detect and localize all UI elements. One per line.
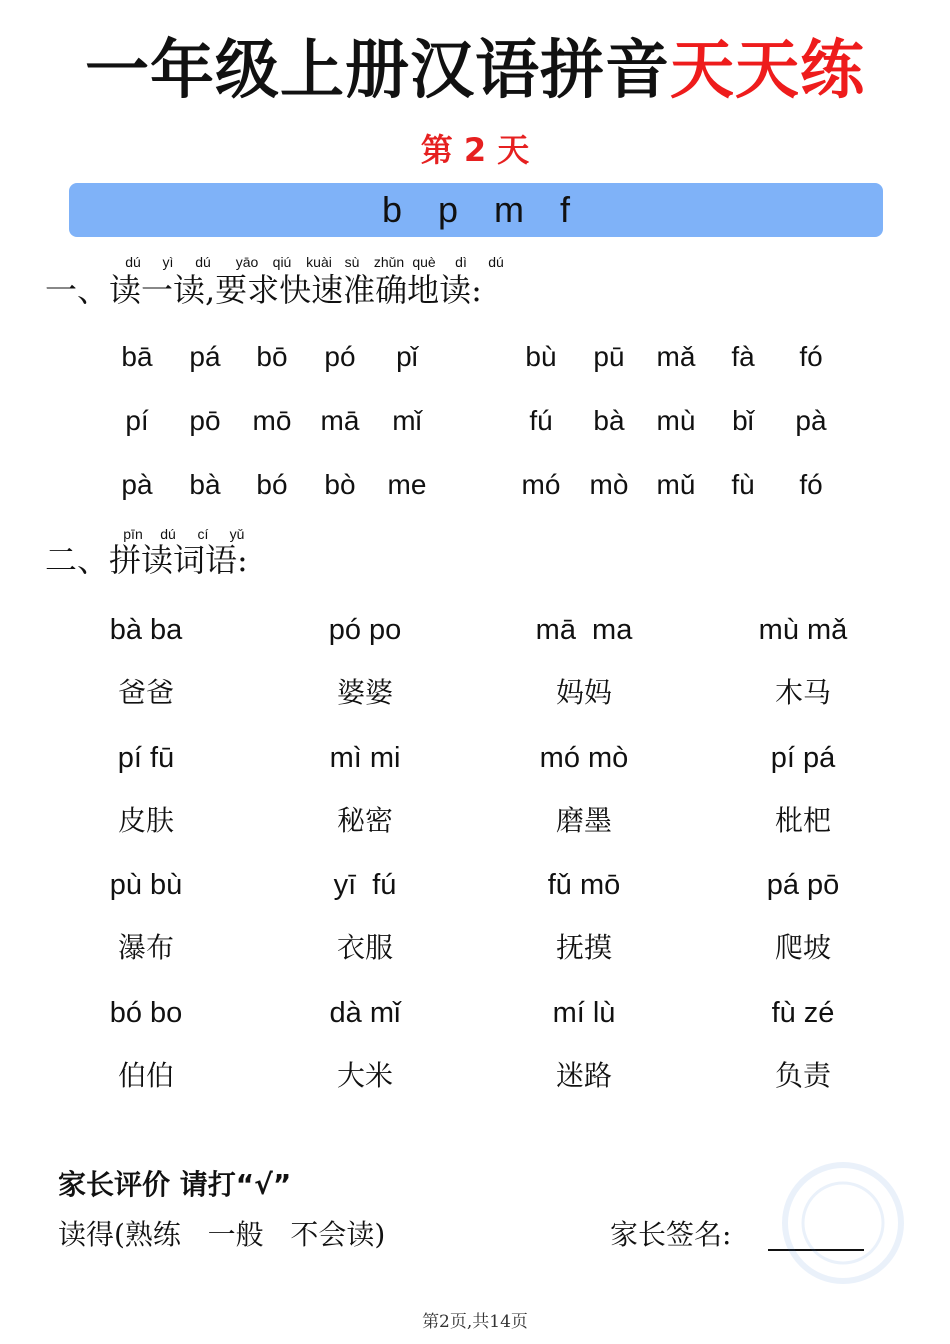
- syllable: pó: [324, 341, 356, 372]
- word-pinyin: fù zé: [771, 996, 835, 1029]
- pinyin-annotation: dú: [488, 254, 504, 270]
- syllable: mā: [320, 405, 360, 436]
- syllable: pà: [795, 405, 827, 436]
- syllable: mò: [589, 469, 629, 500]
- word-hanzi: 负责: [774, 1058, 831, 1092]
- syllable: bó: [256, 469, 288, 500]
- syllable: fù: [731, 469, 755, 500]
- pinyin-annotation: dì: [455, 254, 467, 270]
- word-pinyin: mì mi: [329, 741, 401, 774]
- syllable: bō: [256, 341, 288, 372]
- syllable: pū: [593, 341, 625, 372]
- word-pinyin: mí lù: [552, 996, 616, 1029]
- pinyin-annotation: dú: [195, 254, 211, 270]
- syllable: pí: [125, 405, 149, 436]
- word-hanzi: 妈妈: [555, 676, 612, 709]
- word-hanzi: 迷路: [555, 1058, 612, 1092]
- word-hanzi: 磨墨: [555, 803, 612, 837]
- syllable: pá: [189, 341, 221, 372]
- word-hanzi: 木马: [774, 676, 831, 709]
- section1-pinyin-annotation: [0, 254, 950, 270]
- pinyin-annotation: yāo: [235, 254, 259, 270]
- word-hanzi: 婆婆: [336, 676, 393, 709]
- syllable: bò: [324, 469, 356, 500]
- syllable: mǎ: [656, 341, 696, 372]
- word-pinyin: dà mǐ: [329, 996, 401, 1029]
- syllable: bà: [189, 469, 221, 500]
- syllable: mō: [252, 405, 292, 436]
- syllable: pà: [121, 469, 153, 500]
- word-pinyin: yī fú: [333, 869, 397, 901]
- pinyin-annotation: sù: [344, 254, 360, 270]
- syllable: fú: [529, 405, 553, 436]
- pinyin-annotation: qiú: [272, 254, 292, 270]
- word-hanzi: 衣服: [336, 931, 393, 964]
- word-pinyin: mù mǎ: [758, 614, 848, 646]
- section2-title: 二、拼读词语:: [45, 541, 248, 579]
- word-hanzi: 瀑布: [117, 931, 174, 964]
- syllable: bā: [121, 341, 153, 372]
- section1-title: 一、读一读,要求快速准确地读:: [45, 271, 482, 309]
- syllable: me: [387, 469, 427, 500]
- pinyin-annotation: zhǔn: [373, 254, 405, 270]
- syllable: fà: [731, 341, 755, 372]
- title-main: 一年级上册汉语拼音: [85, 34, 670, 108]
- word-pinyin: mā ma: [535, 614, 633, 646]
- pinyin-annotation: què: [412, 254, 436, 270]
- syllable: pǐ: [396, 341, 418, 372]
- pinyin-annotation: yǔ: [229, 526, 245, 542]
- word-hanzi: 爸爸: [117, 676, 174, 709]
- syllable: bà: [593, 405, 625, 436]
- word-pinyin: bó bo: [109, 996, 183, 1029]
- pinyin-annotation: cí: [197, 526, 209, 542]
- syllable: pō: [189, 405, 221, 436]
- syllable: mǔ: [656, 469, 696, 500]
- word-hanzi: 枇杷: [774, 803, 831, 837]
- pinyin-annotation: dú: [160, 526, 176, 542]
- worksheet-title: [0, 26, 950, 116]
- word-hanzi: 爬坡: [774, 931, 831, 964]
- word-hanzi: 皮肤: [117, 803, 174, 837]
- syllable: fó: [799, 469, 823, 500]
- word-hanzi: 伯伯: [117, 1058, 174, 1092]
- word-pinyin: fǔ mō: [547, 869, 621, 901]
- title-highlight: 天天练: [670, 34, 865, 108]
- syllable: mó: [521, 469, 561, 500]
- day-label: 第 2 天: [420, 131, 530, 169]
- syllable: bǐ: [732, 405, 754, 436]
- pinyin-annotation: yì: [162, 254, 174, 270]
- syllable: bù: [525, 341, 557, 372]
- pinyin-annotation: dú: [125, 254, 141, 270]
- word-pinyin: pí pá: [770, 741, 836, 774]
- word-pinyin: bà ba: [109, 614, 183, 646]
- parent-evaluation-title: 家长评价 请打“√”: [58, 1168, 292, 1201]
- syllable: fó: [799, 341, 823, 372]
- word-pinyin: mó mò: [539, 741, 629, 774]
- word-hanzi: 抚摸: [555, 931, 612, 964]
- reading-level-options: 读得(熟练 一般 不会读): [58, 1218, 386, 1251]
- word-hanzi: 大米: [336, 1058, 393, 1092]
- signature-label: 家长签名:: [610, 1218, 732, 1251]
- word-pinyin: pó po: [328, 614, 402, 646]
- pinyin-annotation: pīn: [123, 526, 143, 542]
- syllable: mù: [656, 405, 696, 436]
- page-footer: 第2页,共14页: [422, 1312, 528, 1332]
- letters-banner: b p m f: [69, 183, 883, 237]
- word-hanzi: 秘密: [336, 803, 393, 837]
- syllable: mǐ: [392, 405, 422, 436]
- watermark-seal: [768, 1158, 918, 1288]
- word-pinyin: pù bù: [109, 869, 183, 901]
- word-pinyin: pá pō: [766, 869, 840, 901]
- word-pinyin: pí fū: [117, 741, 175, 774]
- pinyin-annotation: kuài: [306, 254, 332, 270]
